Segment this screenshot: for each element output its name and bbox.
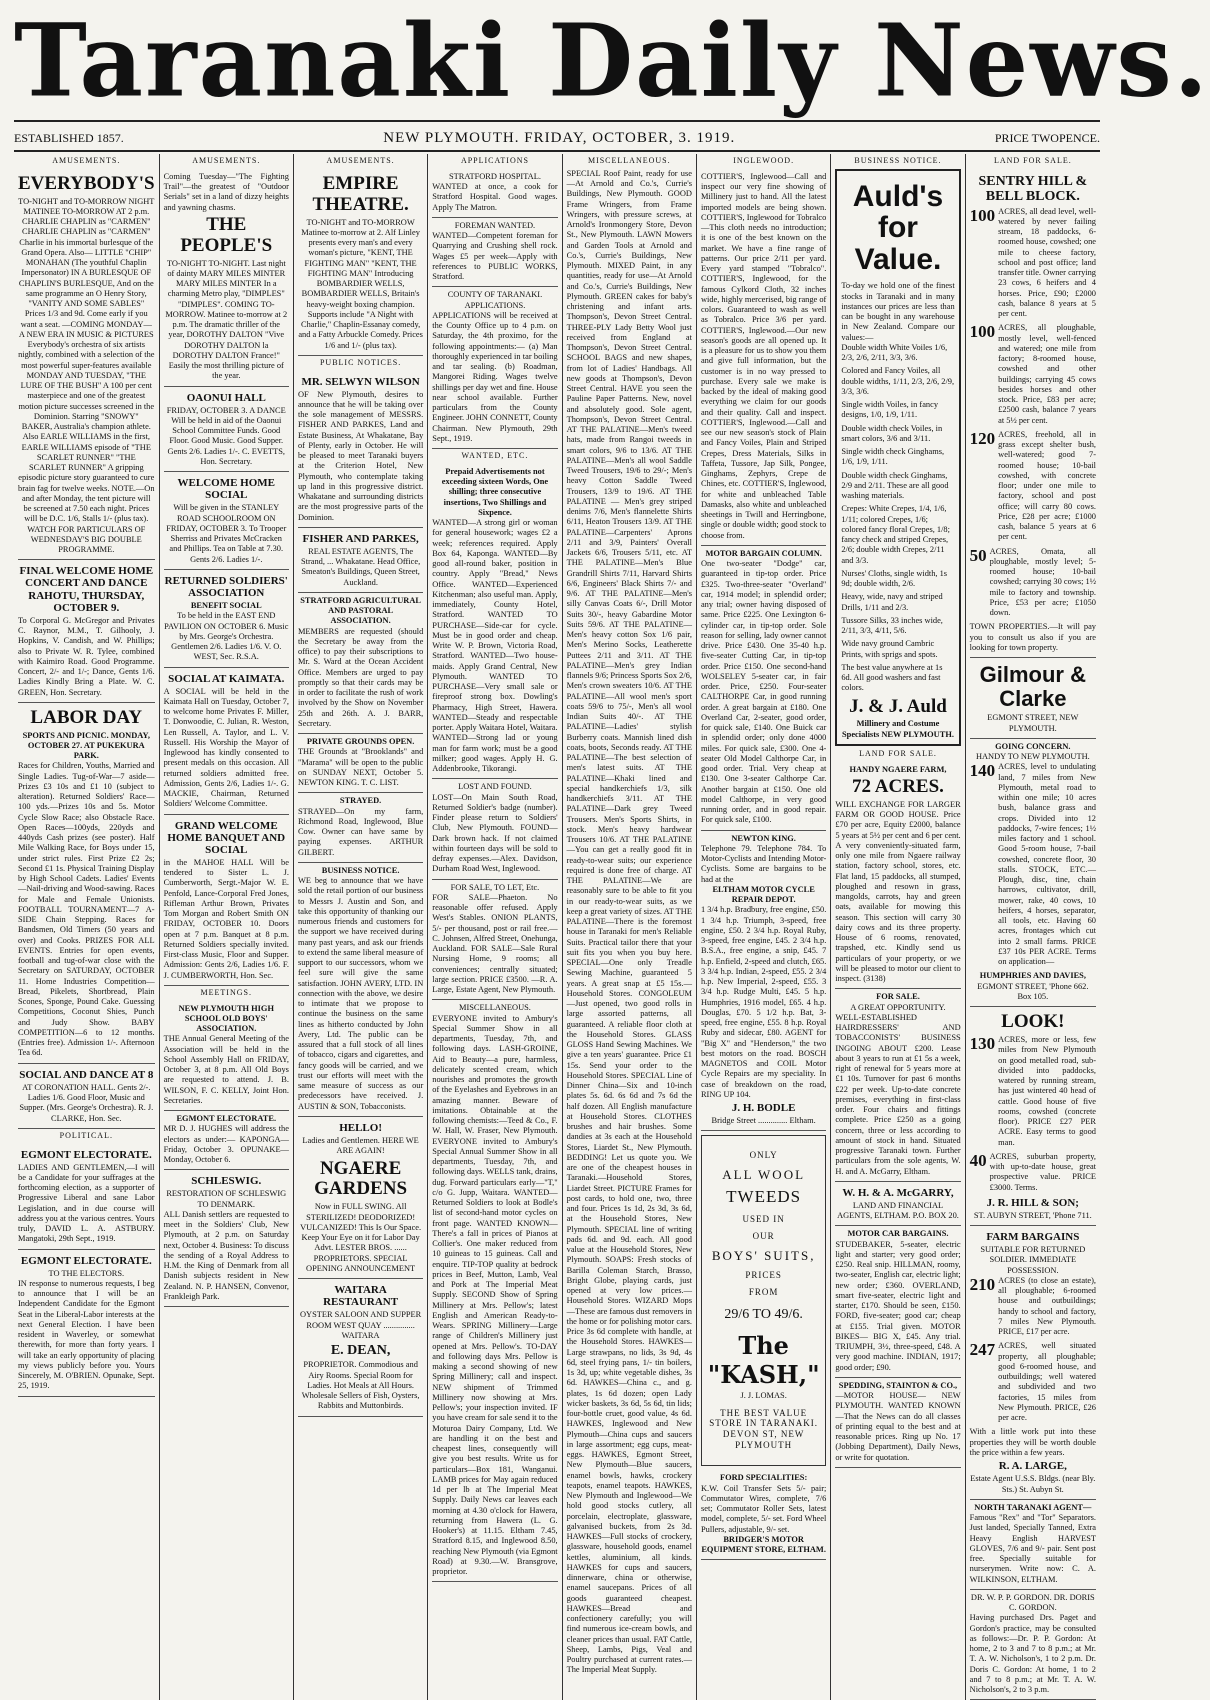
ad-body: ALL Danish settlers are requested to meet in the Soldiers' Club, New Plymouth, at 2 p.m. on Saturday next, October 4. Business: To discuss the sending of a Royal Address to H.M. the King of Denmark from all Danish subjects resident in New Zealand. N. P. HANSEN, Convenor, Frankleigh Park. [163,1209,289,1301]
ad-subtitle: A GREAT OPPORTUNITY. [850,1002,946,1012]
ad-body: Will be given in the STANLEY ROAD SCHOOLROOM ON FRIDAY, OCTOBER 3. To Trooper Sherriss and Privates McCracken and Phillips. Tea on Table at 7.30. Gents 2/6. Ladies 1/-. [166,503,287,564]
ad-body: WANTED—A strong girl or woman for general housework; wages £2 a week; references required. Apply Box 64, Kaponga. WANTED—By good all-round baker, position in country. Apply "Bread," News Office. WANTED—Experienced Kitchenman; also useful man. Apply, immediately, County Hotel, Stratford. WANTED TO PURCHASE—Side-car for cycle. Must be in good order and cheap. Write W. P. Brown, Victoria Road, Stratford. WANTED—Two house-maids. Apply Grand Central, New Plymouth. WANTED TO PURCHASE—Very small sale or fireproof strong box. Dowling's Pharmacy, High Street, Hawera. WANTED—Steady and respectable porter. Apply Waitara Hotel, Waitara. WANTED—Strong lad or young man for farm work; must be a good milker; good wages. Apply H. G. Addenbrooke, Tikorangi. [432,518,558,773]
ad-title: FOR SALE. [876,992,920,1002]
ad-signature: R. A. LARGE, [998,1460,1067,1473]
ad-title: EGMONT ELECTORATE. [20,1254,152,1267]
section-head: INGLEWOOD. [733,156,795,165]
ad-labor-day [18,703,155,1064]
ad-farm-bargains [970,1226,1096,1500]
tweeds-price: 29/6 TO 49/6. [724,1306,803,1322]
established-label: ESTABLISHED 1857. [14,130,124,145]
ad-title: HANDY NGAERE FARM, [849,764,947,774]
ad-wanted [432,464,557,780]
ad-body: TO-NIGHT and TO-MORROW Matinee to-morrow at 2. Alf Linley presents every man's and every woman's picture, "KENT, THE FIGHTING MAN" "KENT, THE FIGHTING MAN" Introducing BOMBARDIER WELLS, BOMBARDIER WELLS, Britain's heavy-weight boxing champion. Supports include "A Night with Charlie," Chaplin-Essanay comedy, and a Fatty Arbuckle Comedy. Prices 1/6 and 1/- (plus tax). [298,217,423,350]
ad-acres: 72 ACRES. [852,775,944,797]
ad-car-bargains [835,1226,960,1378]
ad-address: Estate Agent U.S.S. Bldgs. (near Bly. Sts.) St. Aubyn St. [970,1474,1096,1494]
ad-subtitle: APPLICATIONS. [464,300,526,310]
ad-cottiers: COTTIER'S, Inglewood—Call and inspect our very fine showing of Millinery just to hand. All the latest imported models are being shown. COTTIER'S, Inglewood for Tobralco—This cloth needs no introduction; it is one of the best known on the market. We have a fine range of patterns. Our price 2/11 per yard. Every yard stamped "Tobralco". COTTIER'S, Inglewood, for the famous Cylkord Cloth, 32 inches wide, highly mercerised, big range of colors. Guaranteed to wash as well as Tobralco. Price 3/6 per yard. COTTIER'S, Inglewood.—Our new season's goods are all opened up. It is a pleasure for us to show you them and give full information, but the customer is in no way pressed to purchase. Every sale we make is backed by the ideal of making good everything we claim for our goods and their quality. Call and inspect. COTTIER'S, Inglewood.—Call and see our new season's stock of Plain and Fancy Voiles, Plain and Striped Crepes, Dress Materials, Silks in Taffeta, Tussore, Jap Silk, Pongee, Ginghams, Zephyrs, Crepe de Chines, etc. COTTIER'S, Inglewood, for white and unbleached Table Damasks, also white and unbleached sheetings in Twill and Herringbone, single or double width; good stock to choose from. [701,169,826,546]
ad-hello [298,1117,423,1279]
lot-number: 100 [969,205,996,225]
tweeds-line: FROM [748,1286,779,1297]
ad-title: LOOK! [1001,1011,1065,1033]
ad-body: APPLICATIONS will be received at the County Office up to 4 p.m. on Saturday, the 4th proximo, for the following appointments:— (a) Man thoroughly experienced in tar boiling and tar sealing. (b) Roadman, Mangorei Riding. Wages twelve shillings per day wet and fine. House near school available. Further particulars from the County Engineer. JOHN CONNETT, County Chairman. New Plymouth, 29th Sept., 1919. [432,310,558,443]
ad-waitara-restaurant [298,1279,423,1417]
price-item: Wide navy ground Cambric Prints, with sprigs and spots. [841,639,938,659]
lot-number: 210 [969,1274,996,1294]
lot-number: 140 [969,761,996,781]
ad-spedding [835,1378,960,1468]
ad-tail: PROPRIETOR. Commodious and Airy Rooms. Special Room for Ladies. Hot Meals at All Hours. Wholesale Sellers of Fish, Oysters, Rabbits and Muttonbirds. [301,1360,420,1411]
section-head: BUSINESS NOTICE. [854,156,942,165]
lot [970,323,1096,426]
prepaid-note: Prepaid Advertisements not exceeding sixteen Words, One shilling; three consecutive insertions, Two Shillings and Sixpence. [441,466,549,517]
ad-body: To be held in the EAST END PAVILION ON OCTOBER 6. Music by Mrs. George's Orchestra. Gentlemen 2/6. Ladies 1/6. V. O. WEST, Sec. R.S.A. [164,611,289,662]
price-item: Heavy, wide, navy and striped Drills, 1/11 and 2/3. [841,592,943,612]
price-item: Single width Voiles, in fancy designs, 1/0, 1/9, 1/11. [841,400,939,420]
tweeds-line: OUR [752,1230,775,1241]
ad-body: WE beg to announce that we have sold the retail portion of our business to Messrs J. Austin and Son, and take this opportunity of thanking our numerous friends and customers for the support we have received during many past years, and ask our friends to extend the same liberal measure of support to our successors, whom we feel sure will give the same satisfaction. JOHN AVERY, LTD. IN connection with the above, we desire to intimate that we propose to continue the business on the same lines as hitherto conducted by John Avery, Ltd. The public can be assured that a full stock of all lines of tobacco, cigars and cigarettes, and fancy goods will be carried, and we trust our efforts will meet with the same measure of success as our predecessors have received. J. AUSTIN & SON, Tobacconists. [297,876,424,1111]
section-head: APPLICATIONS [460,156,529,165]
ad-ford [701,1470,826,1560]
ad-title: SPEDDING, STAINTON & CO., [838,1380,958,1390]
ad-title: WAITARA RESTAURANT [323,1284,399,1309]
ad-title: PRIVATE GROUNDS OPEN. [306,737,415,747]
section-head: PUBLIC NOTICES. [319,357,402,367]
ad-body: THE Annual General Meeting of the Association will be held in the School Assembly Hall on FRIDAY, October 3, at 8 p.m. All Old Boys are requested to attend. J. B. WILSON, F. C. KELLY, Joint Hon. Secretaries. [163,1034,289,1105]
lot-text: ACRES, all ploughable, mostly level, well-fenced and watered; one mile from factory; 8-roomed house, cowshed and other buildings; carrying 45 cows besides horses and other stock. Price, £83 per acre; £2500 cash, balance 7 years at 5½ per cent. [998,323,1096,425]
ad-body: AT CORONATION HALL. Gents 2/-. Ladies 1/6. Good Floor, Music and Supper. (Mrs. George's Orchestra). R. J. CLARKE, Hon. Sec. [19,1082,154,1123]
ad-title: SENTRY HILL & BELL BLOCK. [978,173,1088,205]
price-item: Double width check Voiles, in smart colors, 3/6 and 3/11. [841,423,943,443]
tweeds-line: ONLY [749,1150,778,1161]
ad-title: WELCOME HOME SOCIAL [177,477,275,502]
ad-body: WILL EXCHANGE FOR LARGER FARM OR GOOD HOUSE. Price £70 per acre, Equity £2000, balance 5 years at 5½ per cent and 6 per cent. A very conveniently-situated farm, only one mile from Ngaere railway station, factory school, stores, etc. Flat land, 15 paddocks, all stumped, ploughed and resown in grass, mangolds, carrots, hay and green oats, available for mowing this season. This section will carry 30 dairy cows and its three property. House of 6 rooms, renovated, trapshed, etc. Kindly send us particulars of your property, or we will be pleased to motor our client to inspect. (3138) [835,799,961,984]
ad-title: GOING CONCERN. [995,741,1071,751]
ad-body: IN response to numerous requests, I beg to announce that I will be an Independent Candidate for the Egmont Seat in the Liberal-Labor interests at the next General Election. I have been resident in Waverley, or somewhat therewith, for more than forty years. I will take an early opportunity of placing my views publicly before you. Yours Sincerely, M. O'BRIEN. Opunake, Sept. 25, 1919. [18,1278,155,1391]
ad-lost-found [432,779,557,879]
ad-body: OYSTER SALOON AND SUPPER ROOM WEST QUAY ............... WAITARA [299,1310,422,1340]
price-item: Colored and Fancy Voiles, all double widths, 1/11, 2/3, 2/6, 2/9, 3/3, 3/6. [841,366,955,396]
ad-welcome-concert [18,560,155,702]
lot-text: ACRES, well situated property, all ploughable; good 6-roomed house, and outbuildings; well watered and subdivided and two factories, 15 miles from New Plymouth. PRICE, £26 per acre. [998,1341,1096,1423]
ad-note: TOWN PROPERTIES.—It will pay you to consult us also if you are looking for town property. [969,622,1096,652]
ad-body: OF New Plymouth, desires to announce that he will be taking over the sole management of MESSRS. FISHER AND PARKES, Land and Estate Business, At Whakatane, Bay of Plenty, early in October. He will be pleased to meet Taranaki buyers at the Criterion Hotel, New Plymouth, who contemplate taking up land in this progressive district. Whakatane and surrounding districts are the most progressive parts of the Dominion. [297,389,424,522]
ad-subtitle: HANDY TO NEW PLYMOUTH. [975,752,1090,762]
lot-text: ACRES, Omata, all ploughable, mostly level; 5-roomed house; 10-bail cowshed; carrying 30 cows; 1½ mile to factory and township. Price, £53 per acre; £1050 down. [989,546,1096,618]
tweeds-line: ALL WOOL [722,1167,806,1183]
ad-empire [298,169,423,356]
ad-subtitle: SPORTS AND PICNIC. MONDAY, OCTOBER 27. AT PUKEKURA PARK. [22,730,150,761]
ad-schleswig [164,1170,289,1307]
ad-body: in the MAHOE HALL Will be tendered to Sister L. J. Cumberworth, Sergt.-Major W. E. Penfold, Lance-Corporal Fred Jones, Rifleman Arthur Brown, Privates Tom Morgan and Robert Smith ON FRIDAY, OCTOBER 10. Doors open at 7 p.m. Banquet at 8 p.m. Returned Soldiers specially invited. First-class Music, Floor and Supper. Admission: Gents 2/6, Ladies 1/6. F. J. CUMBERWORTH, Hon. Sec. [163,857,289,980]
ad-title: BUSINESS NOTICE. [321,865,400,875]
ad-title: Auld's for Value. [852,179,944,276]
tweeds-line: TWEEDS [726,1187,802,1207]
ad-ngaere-farm [835,762,960,990]
lot-number: 120 [969,428,996,448]
ad-subtitle: TO THE ELECTORS. [48,1268,125,1278]
section-head: WANTED, ETC. [461,451,529,460]
ad-old-boys [164,1001,289,1112]
lot [970,1276,1096,1338]
ad-body: A SOCIAL will be held in the Kaimata Hall on Tuesday, October 7, to welcome home Privates F. Miller, T. Donwoodie, C. Julian, R. Weston, Len Russell, A. Taylor, and L. V. Russell. His Worship the Mayor of Inglewood has kindly consented to present medals on this occasion. All returned soldiers admitted free. Admission, Gents 2/6, Ladies 1/-. G. MACKIE, Chairman, Returned Soldiers' Welcome Committee. [163,686,289,809]
ad-body: THE Grounds at "Brooklands" and "Marama" will be open to the public on SUNDAY NEXT, October 5. NEWTON KING. T. C. LIST. [297,747,424,788]
ad-body: FRIDAY, OCTOBER 3. A DANCE Will be held in aid of the Oaonui School Committee Funds. Good Floor. Good Music. Good Supper. Gents 2/6. Ladies 1/-. C. EVETTS, Hon. Secretary. [166,405,286,466]
ad-private-grounds [298,734,423,793]
ad-body: TO-NIGHT TO-NIGHT. Last night of dainty MARY MILES MINTER MARY MILES MINTER In a charming Metro play, "DIMPLES" "DIMPLES". COMING TO-MORROW. Matinee to-morrow at 2 p.m. The dramatic thriller of the year, DOROTHY DALTON "Vive DOROTHY DALTON la DOROTHY DALTON France!" Easily the most thrilling picture of the year. [165,258,288,381]
ad-title: EMPIRE THEATRE. [312,172,409,215]
ad-everybodys [18,169,155,561]
tweeds-line: BOYS' SUITS, [711,1247,816,1263]
ad-body: WANTED—Competent foreman for Quarrying and Crushing shell rock. Wages £5 per week—Apply with references to PUBLIC WORKS, Stratford. [432,231,558,281]
ad-title: EGMONT ELECTORATE. [20,1148,152,1161]
ad-body: LOST—On Main South Road, Returned Soldier's badge (number). Finder please return to Soldiers' Club, New Plymouth. FOUND—Dark brown hack. If not claimed within fourteen days will be sold to defray expenses.—Alex. Davidson, Durham Road West, Inglewood. [432,792,558,874]
ad-body: Famous "Rex" and "Tor" Separators. Just landed, Specially Tanned, Extra Heavy English HARVEST GLOVES, 7/6 and 9/- pair. Sent post free. Specially suitable for nurserymen. Write now: C. A. WILKINSON, ELTHAM. [969,1513,1096,1584]
lot-text: ACRES, level to undulating land, 7 miles from New Plymouth, metal road to within one mile; 10 acres bush, balance grass and crops. Divided into 12 paddocks, 7-wire fences; 1½ miles factory and 1 school. Good 5-room house, 7-bail cowshed, concrete floor, 30 stalls. STOCK, ETC.—Plough, disc, tine, chain harrows, cultivator, drill, mower, rake, 40 cows, 10 heifers, 4 horses, separator, all tools, etc. Having 60 acres, frontages which cut into 2 small farms. PRICE £37 10s PER ACRE. Terms on application— [998,762,1096,967]
ad-note: With a little work put into these properties they will be worth double the price within a few years. [969,1427,1096,1457]
price-item: Single width check Ginghams, 1/6, 1/9, 1/11. [841,447,945,467]
lot [970,1341,1096,1423]
ad-body: STRAYED—On my farm, Richmond Road, Inglewood, Blue Cow. Owner can have same by paying expenses. ARTHUR GILBERT. [297,806,424,857]
kash-title: The "KASH," [707,1330,820,1389]
ad-subtitle: BENEFIT SOCIAL [190,601,262,610]
column-5 [563,154,697,1700]
ad-title: RETURNED SOLDIERS' ASSOCIATION [164,574,288,599]
ad-hospital [432,169,557,218]
ad-title: FARM BARGAINS [986,1231,1080,1244]
price-item: Double width check Ginghams, 2/9 and 2/11. These are all good washing materials. [841,470,949,500]
ad-body: WANTED at once, a cook for Stratford Hospital. Good wages. Apply The Matron. [432,182,558,212]
ad-body: TO-NIGHT and TO-MORROW NIGHT MATINEE TO-MORROW AT 2 p.m. CHARLIE CHAPLIN as "CARMEN" CHARLIE CHAPLIN as "CARMEN" Charlie in his immortal burlesque of the Grand Opera. Also— LITTLE "CHIP" MONAHAN (The youthful Chaplin Impersonator) IN A BURLESQUE OF CHAPLIN'S BURLESQUE, And on the same programme an O Henry Story, "VANITY AND SOME SABLES" Prices 1/3 and 9d. Come early if you want a seat. —COMING MONDAY— A NEW ERA IN MUSIC & PICTURES Everybody's orchestra of six artists nightly, combined with a selection of the most powerful super-features available MONDAY AND TUESDAY, "THE LURE OF THE BUSH" A 100 per cent masterpiece and one of the greatest motion picture successes screened in the Dominion. Starring "SNOWY" BAKER, Australia's champion athlete. Also EARLE WILLIAMS in the first, EARLE WILLIAMS episode of "THE SCARLET RUNNER" "THE SCARLET RUNNER" A gripping episodic picture story guaranteed to cure brain fag for twelve weeks. NOTE.—On and after Monday, the tent picture will be screened at 7.50 each night. Prices will be D.C. 1/6, Stalls 1/- (plus tax). WATCH FOR PARTICULARS OF WEDNESDAY'S BIG DOUBLE PROGRAMME. [18,196,155,555]
column-1 [14,154,160,1700]
price-label: PRICE TWOPENCE. [994,130,1100,145]
lot [970,1035,1096,1148]
ad-egmont [18,1250,155,1397]
dateline [14,128,1100,148]
ad-title: EGMONT ELECTORATE. [176,1114,277,1124]
ad-county [432,287,557,449]
column-3 [294,154,428,1700]
column-8 [966,154,1100,1700]
ad-title: FISHER AND PARKES, [302,532,419,545]
section-head: AMUSEMENTS. [326,156,395,165]
column-2 [160,154,294,1700]
ad-political [18,1144,155,1250]
lot-number: 40 [969,1150,987,1170]
lot-text: ACRES, freehold, all in grass except shelter bush, well-watered; good 7-roomed house; 10-bail cowshed, with concrete floor; under one mile to factory, school and post office; will carry 80 cows. Price, £28 per acre; £1000 cash, balance 5 years at 6 per cent. [998,429,1096,542]
ad-mcgarry [835,1182,960,1227]
ad-body: K.W. Coil Transfer Sets 5/- pair; Commutator Wires, complete, 7/6 set; Commutator Roller Sets, latest model, complete, 5/- set. Ford Wheel Pullers, adjustable, 9/- set. [700,1483,827,1534]
lot [970,430,1096,543]
ad-social [18,1064,155,1129]
ad-title: NEW PLYMOUTH HIGH SCHOOL OLD BOYS' ASSOCIATION. [178,1003,274,1034]
section-head: AMUSEMENTS. [52,156,121,165]
ad-peoples [164,169,289,387]
tweeds-line: USED IN [742,1213,785,1224]
section-head: AMUSEMENTS. [192,156,261,165]
kash-name: J. J. LOMAS. [740,1391,787,1401]
ad-hairdresser [835,989,960,1182]
ad-motor-bargain [701,546,826,831]
lot-list [970,207,1096,619]
ad-body: One two-seater "Dodge" car, guaranteed in tip-top order. Price £325. Two-three-seater "Overland" car, 1914 model; in splendid order; any trial; owner having disposed of same. Price £225. One Lexington 6-cylinder car, in tip-top order. Sole reason for selling, lady owner cannot drive. Price £430. One 35-40 h.p. five-seater Cutting Car, in tip-top order. Price £150. One second-hand WOLSELEY 5-seater car, in fair order. Price, £250. Four-seater CALTHORPE Car, in good running order. A great bargain at £180. One Overland Car, 2-seater, good order, for quick sale, £140. One Buick car in splendid order; only done 4000 miles. For quick sale, £300. One 4-seater Old Model Calthorpe Car, in good order. Trial. Very cheap at £130. One 3-seater Calthorpe Car. Another bargain at £150. One old model Calthorpe, in very good running order, and in good repair. For quick sale, £100. [700,559,827,825]
section-head: MEETINGS. [200,987,252,997]
ad-name: NGAERE GARDENS [314,1157,408,1200]
ad-address: EGMONT STREET, 'Phone 662. Box 105. [977,981,1089,1001]
ad-welcome-social [164,472,289,570]
ad-title: ELTHAM MOTOR CYCLE REPAIR DEPOT. [712,884,815,904]
ad-address: ST. AUBYN STREET, 'Phone 711. [973,1210,1092,1220]
section-head: POLITICAL. [59,1130,113,1140]
section-head: MISCELLANEOUS. [587,156,671,165]
lot-text: ACRES, suburban property, with up-to-date house, great prospective value. PRICE £3000. Terms. [989,1151,1096,1192]
ad-foreman [432,218,557,288]
ad-body: MEMBERS are requested (should the Secretary be away from the office) to pay their subscriptions to Mr. S. Ward at the Ocean Accident Office. Members are urged to pay promptly so that their cards may be in order to facilitate the rush of work involved by the Show on November 25th and 26th. A. J. BARR, Secretary. [297,626,424,728]
ad-tweeds [701,1135,826,1466]
ad-body: SPECIAL Roof Paint, ready for use—At Arnold and Co.'s, Currie's Buildings, New Plymouth. GOOD Frame Wringers, from Frame Wringers, with pressure screws, at Arnold's Ironmongery Store, Devon St., New Plymouth. LAWN Mowers and Garden Tools at Arnold and Co.'s, Currie's Buildings, New Plymouth. MIXED Paint, in any quantities, ready for use—At Arnold and Co.'s, Currie's Buildings, New Plymouth. GREEN cakes for baby's christening and infant arts. Thompson's, Devon Street Central. THREE-PLY Lady Betty Wool just received from England at Thompson's, Devon Street Central. SCHOOL BAGS and new shapes, from lot of Ladies' Handbags. All new goods at Thompson's, Devon Street Central. HAVE you seen the Pauline Paper Patterns. New, novel and absolutely good. Sole agent, Thompson's, Devon Street Central. AT THE PALATINE—Men's tweed hats, made from Rangoi tweeds in smart colors, 9/6 to 13/6. AT THE PALATINE—Men's all wool Saddle Tweed Trousers, 19/6 to 29/-; Men's heavy Cotton Saddle Tweed Trousers, 13/9 to 19/6. AT THE PALATINE — Men's grey striped denims 7/6, Men's flannelette Shirts 6/11, Heaton Trousers 13/9. AT THE PALATINE—Carpenters' Aprons 2/11 and 3/9, Painters' Overall Jackets 6/6, Trousers 5/11, etc. AT THE PALATINE—Men's Blue Grandrill Shirts 7/11, Harvard Shirts 6/6, Engineers' Black Shirts 7/- and 9/6. AT THE PALATINE—Men's silly Canvas Coats 6/-, Drill Motor Suits 30/-, heavy Gabardine Motor Suits 59/6. AT THE PALATINE—Men's heavy cotton Sox 1/6 pair, Men's Merino Socks, Leatherette Puttees 2/11 and 3/11. AT THE PALATINE—Men's grey Indian flannels 9/6; Princess Sports Sox 2/6, Men's crown sweaters 10/6. AT THE PALATINE—All wool men's sport coats 59/6 to 75/-, Men's all wool Indian Suits 40/-. AT THE PALATINE—Ladies' stylish Burberry coats. Mannish lined dish coats, boots, Seconds ready. AT THE PALATINE—The best selection of men's latest suits. AT THE PALATINE—Khaki lined and special handkerchiefs 1/3, silk handkerchiefs 3/11. AT THE PALATINE—Dark grey Tweed Trousers. Men's Sports Shirts, in stock. Men's heavy hardwear Trousers 10/6. AT THE PALATINE—You can get a really good fit in ready-to-wear suits; our experience required is done free of charge. AT THE PALATINE—We are reasonably sure to be able to fit you in our ready-to-wear suits, as we keep a great variety of sizes. AT THE PALATINE—There is the foremost house in Taranaki for men's Reliable Suits. Practical tailor there that your suit fits you when you buy here. SPECIAL—One only Treadle Sewing Machine, guaranteed 5 years. A great snap at £5 15s.—Household Stores. CONGOLEUM—Just opened, two good rolls in large assorted patterns, all guaranteed. A reliable floor cloth at the Household Stores. GLASS GLOSS Hand Sewing Machines. We give a ten years' guarantee. Price £1 15s. Send your order to the Household Stores. SPECIAL Line of Dinner China—Six and 10-inch plates 5s. 6d. 6s 6d and 7s 6d the half dozen. All English manufacture at Household Stores. CLOTHES brushes and hair brushes. Some dandies at 3s each at the Household Stores, Liardet St., New Plymouth. BEDDING! Let us quote you. We are one of the cheapest houses in Taranaki.—Household Stores, Liardet Street. PICTURE Frames for post cards, to hold one, two, three and four. Prices 1s 1d, 2s 3d, 3s 6d, at the Household Stores, New Plymouth. SPECIAL line of writing pads 6d. and 9d. each. All good value at the Household Stores, New Plymouth. SOAPS: Fresh stocks of Barilla Coleman Starch, Brasso, Bright Globe, playing cards, just opened at very low prices.—Household Stores. WIZARD Mops—These are famous dust removers in the home or for polishing motor cars. Price 3s 6d complete with handle, at the Household Stores. HAWKES—Large strawpans, no lids, 3s 9d, 4s 6d, steel frying pans, 1/- tin boilers, 1s 3d, up; white vegetable dishes, 3s 6d. HAWKES—China c., and g. plates, 1s 6d dozen; open Lady wicker baskets, 3s 6d, 5s 6d, tin lids; four-bottle cruet, good value, 4s 6d. HAWKES, Inglewood and New Plymouth—China cups and saucers in large assortment; egg cups, meat-eggs. HAWKES, Egmont Street, New Plymouth—Blue saucers, enamel bowls, hawks, crockery teapots, enamel teapots. HAWKES, New Plymouth and Inglewood—We hold good stocks cutlery, all porcelain, electroplate, glassware, galvanised buckets, from 2s 3d. HAWKES—Full stocks of crockery, glassware, household goods, enamel kettles, aluminium, all kinds. HAWKES for cups and saucers, dinnerware, china or otherwise, enamel saucepans. Prices of all goods guaranteed cheapest. HAWKES—Bread and confectionery carefully; you will find numerous ice-cream bowls, and cleaner prices than usual. FAT Cattle, Sheep, Lambs, Pigs, Veal and Poultry purchased at current rates.—The Imperial Meat Supply. [566,168,692,1675]
dateline-rule [14,150,1100,152]
newspaper-columns [14,154,1100,1695]
ad-title: SOCIAL AND DANCE AT 8 [19,1068,154,1081]
ad-name: E. DEAN, [330,1343,391,1359]
tweeds-line: PRICES [745,1269,782,1280]
ad-title: SOCIAL AT KAIMATA. [168,672,285,685]
ad-selwyn-wilson [298,371,423,528]
ad-rsa [164,570,289,668]
ad-signature: HUMPHRIES AND DAVIES, [979,971,1086,981]
ad-body: EVERYONE invited to Ambury's Special Summer Show in all departments, Tuesday, 7th, and following days. LASH-GROINE, Aid to Beauty—a pure, harmless, delicately scented cream, which nourishes and promotes the growth of the Eyelashes and Eyebrows in an amazing manner. Beware of imitations. Obtainable at the following chemists:—Teed & Co., F. W. Hall, W. Fraser, New Plymouth. EVERYONE invited to Ambury's Special Annual Summer Show in all departments, Tuesday, 7th, and following days. WELLS tank, drains, dug. Forward particulars early—"T," c/o G. Jupp, Waitara. WANTED—Returned Soldiers to look at Bodle's list of second-hand motor cycles on front page. WANTED KNOWN—There's a fall in prices of Pianos at Collier's. One maker reduced from 10 guineas to 15 guineas. Call and enquire. TIP-TOP quality at bedrock prices in Beef, Mutton, Lamb, Veal and Pork at The Imperial Meat Supply. SECOND Show of Spring Millinery at Mrs. Pellow's; latest English and American Ready-to-Wears. SPRING Millinery—Large range of Children's Millinery just opened at Mrs. Pellow's. TO-DAY and following days Mrs. Pellow is making a second showing of new Spring Millinery; call and inspect. NEW shipment of Trimmed Millinery now showing at Mrs. Pellow's; your inspection invited. IF you have cream for sale send it to the Moturoa Dairy Company, Ltd. We are handling it on the best and cheapest lines, consequently will give you best results. Write us for particulars—Box 181, Wanganui. LAMB prices for May again reduced 1d per lb at The Imperial Meat Supply. Daily News car leaves each morning at 4.30 o'clock for Hawera, returning from Hawera (L. G. Hooker's) at 11.15. Eltham 7.45, Stratford 8.15, and Inglewood 8.50, reaching New Plymouth (via Egmont Road) at 9.30.—W. Bransgrove, proprietor. [432,1013,558,1576]
ad-body: To Corporal G. McGregor and Privates C. Raynor, M.M., T. Gilhooly, J. Hopkins, V. Candish, and W. Phillips; also to Private W. R. Tylee, combined with Kaimiro Road. Good Programme. Concert, 2/- and 1/-; Dance, Gents 1/6. Ladies Kindly Bring a Plate. W. C. GREEN, Hon. Secretary. [18,615,155,697]
place-date: NEW PLYMOUTH. FRIDAY, OCTOBER, 3. 1919. [383,129,736,146]
ad-signature: J. R. HILL & SON; [986,1196,1079,1209]
ad-body: Races for Children, Youths, Married and Single Ladies. Tug-of-War—7 aside—Prizes £3 10s and £1 10 (subject to alteration). Returned Soldiers' Race—100 yds.—Prizes 10s and 5s. Motor Cycle Slow Race; also Obstacle Race. Open Races—100yds, 220yds and 440yds Cash prizes (see poster). Half Mile Walking Race, for Boys under 15, under strict rules. First Prize £2 2s; Second £1 1s. Physical Training Display by High School Cadets. Ladies' Events—Nail-driving and Wood-sawing. Races for Male and Female Unionists. FOOTBALL TOURNAMENT—7 A-SIDE Chain Stepping. Races for Bandsmen, Old Timers (50 years and over) and Cooks. PRIZES FOR ALL EVENTS. Entries for open events, football and tug-of-war close with the Secretary on SATURDAY, OCTOBER 11. Home Industries Competition—Bread, Pikelets, Shortbread, Plain Scones, Sponge, Pound Cake. Guessing Competitions, Coconut Shies, Punch and Judy Show. BABY COMPETITION—6 to 12 months. (Entries free). Admission 1/-. Afternoon Tea 6d. [18,761,155,1058]
ad-title: FINAL WELCOME HOME CONCERT AND DANCE RAHOTU, THURSDAY, OCTOBER 9. [19,565,154,614]
ad-title: STRATFORD HOSPITAL. [448,171,541,181]
price-item: Nurses' Cloths, single width, 1s 9d; double width, 2/6. [841,568,948,588]
ad-body: STUDEBAKER, 5-seater, electric light and starter; very good order; £250. Real snip. HILLMAN, roomy, two-seater, English car, electric light; new order; £360. OVERLAND, smart five-seater, electric light and starter, £170. Should be seen, £150. FORD, five-seater; good car; cheap at £155. Trial given. MOTOR BIKES— BIG X, £45. Any trial. TRIUMPH, 3½, three-speed, £48. A very good machine. INDIAN, 1917; good order; £90. [835,1239,961,1372]
ad-title: GRAND WELCOME HOME BANQUET AND SOCIAL [167,819,286,856]
column-6 [697,154,831,1700]
ad-body: EGMONT STREET, NEW PLYMOUTH. [987,713,1079,733]
lot [970,207,1096,320]
kash-body: THE BEST VALUE STORE IN TARANAKI. DEVON ST, NEW PLYMOUTH [709,1407,818,1451]
ad-body: Ladies and Gentlemen. HERE WE ARE AGAIN! [302,1136,419,1156]
ad-body: WELL-ESTABLISHED HAIRDRESSERS' AND TOBACCONISTS' BUSINESS INGOING ABOUT £200. Lease about 3 years to run at £1 5s a week, right of renewal for 5 years more at £1 10s. Turnover for past 6 months £22 per week. Up-to-date concrete premises, everything in first-class order. Four chairs and fittings complete. Price £250 as a going concern, three or less according to amount of stock in hand. Situated progressive Taranaki town. Further particulars from the sole agents, W. H. and A. McGarry, Eltham. [835,1012,961,1176]
ad-subtitle: Millinery and Costume Specialists NEW PLYMOUTH. [842,719,954,739]
ad-subtitle: SUITABLE FOR RETURNED SOLDIER. IMMEDIATE POSSESSION. [980,1245,1086,1275]
ad-for-sale [432,880,557,1001]
ad-maroe [164,815,289,986]
lot [970,1152,1096,1193]
ad-title: NEWTON KING. [731,833,796,843]
ad-intro: To-day we hold one of the finest stocks in Taranaki and in many instances our prices are less than can be bought in any warehouse in New Zealand. Compare our values:— [841,281,955,342]
ad-signature: J. & J. Auld [849,695,947,717]
lot [970,762,1096,967]
ad-tail: Now in FULL SWING. All STERILIZED! DEODORIZED! VULCANIZED! This Is Our Space. Keep Your Eye on it for Labor Day Advt. LESTER BROS. ...... PROPRIETORS. SPECIAL OPENING ANNOUNCEMENT [300,1202,422,1273]
section-head: LAND FOR SALE. [993,156,1072,165]
ad-title: FORD SPECIALITIES: [720,1473,808,1483]
column-4 [428,154,562,1700]
lot [970,547,1096,619]
ad-title: MISCELLANEOUS. [459,1003,531,1013]
ad-intro: Coming Tuesday—"The Fighting Trail"—the greatest of "Outdoor Serials" set in a land of dizzy heights and yawning chasms. [163,171,289,212]
ad-gilmour [970,658,1096,739]
ad-strayed [298,793,423,863]
price-item: Double width White Voiles 1/6, 2/3, 2/6, 2/11, 3/3, 3/6. [841,342,948,362]
masthead-title: Taranaki Daily News. [14,2,1210,121]
ad-wilkinson [970,1500,1096,1590]
ad-body: Having purchased Drs. Paget and Gordon's practice, may be consulted as follows:—Dr. P. P. Gordon: At home, 2 to 3 and 7 to 8 p.m.; at Mr. T. A. W. Nicholson's, 1 to 2 p.m. Dr. Doris C. Gordon: At home, 1 to 2 and 7 to 8 p.m.; at Mr. T. A. W. Nicholson's, 2 to 3 p.m. [969,1613,1096,1695]
ad-body: Telephone 79. Telephone 784. To Motor-Cyclists and Intending Motor-Cyclists. Some are bargains to be had at the [700,843,827,884]
ad-misc [432,1000,557,1582]
lot-text: ACRES (to close an estate), all ploughable; 6-roomed house and outbuildings; handy to school and factory, 7 miles New Plymouth. PRICE, £17 per acre. [998,1275,1096,1337]
ad-signature: BRIDGER'S MOTOR EQUIPMENT STORE, ELTHAM. [701,1534,826,1555]
ad-subtitle: RESTORATION OF SCHLESWIG TO DENMARK. [166,1189,287,1209]
ad-body: FOR SALE—Phaeton. No reasonable offer refused. Apply West's Stables. ONION PLANTS, 5/- per thousand, post or rail free.—C. Johnsen, Alfred Street, Onehunga, Auckland. FOR SALE—Sale Rural Nursing Home, 9 rooms; all conveniences; centrally situated; large section. PRICE £3500. —R. A. Large, Estate Agent, New Plymouth. [432,892,558,994]
ad-title: MOTOR CAR BARGAINS. [847,1229,949,1239]
ad-title: SCHLESWIG. [191,1175,262,1188]
lot-number: 130 [969,1034,996,1054]
lot-list [970,1276,1096,1424]
lot-text: ACRES, all dead level, well-watered by never failing stream, 18 paddocks, 6-roomed house, cowshed; one mile to cheese factory, school and post office; land transfer title. Owner carrying 23 cows, 6 heifers and 4 horses. Price, £90; £2000 cash, balance 8 years at 5 per cent. [998,206,1096,319]
ad-egmont-hughes [164,1111,289,1170]
price-item: Tussore Silks, 33 inches wide, 2/11, 3/3, 4/11, 5/6. [841,615,943,635]
ad-fisher-parkes [298,528,423,593]
ad-title: THE PEOPLE'S [180,213,273,256]
ad-title: FOR SALE, TO LET, Etc. [450,882,540,892]
ad-title: HELLO! [339,1121,382,1134]
ad-body: LADIES AND GENTLEMEN,—I will be a Candidate for your suffrages at the forthcoming election, as a supporter of Progressive Liberal and sane Labor Legislation, and in due course will address you at the various centres. Yours truly, DAVID L. A. ASTBURY. Mangatoki, 29th Sept., 1919. [18,1162,155,1244]
ad-body: 1 3/4 h.p. Bradbury, free engine, £50. 1 3/4 h.p. Triumph, 3-speed, free engine, £50. 2 3/4 h.p. Royal Ruby, 3-speed, free engine, £45. 2 3/4 h.p. B.S.A., free engine, a snip, £45. 7 h.p. Enfield, 2-speed and clutch, £65. 3 3/4 h.p. Indian, 2-speed, £55. 2 3/4 h.p. New Imperial, 2-speed, £55. 3 3/4 h.p. Rudge Multi, £45. 5 h.p. Humphries, 1916 model, £65. 4 h.p. Douglas, £70. 5 1/2 h.p. Bat, 3-speed, free engine, £55. 8 h.p. Royal Ruby and sidecar, £80. AGENT for "Big X" and "Henderson," the two best motors on the road. BOSCH MAGNETOS and COIL Motor Cycle Repairs are my speciality. In case of breakdown on the road, RING UP 104. [700,905,827,1099]
price-item: The best value anywhere at 1s 6d. All good washers and fast colors. [841,662,943,693]
lot-text: ACRES, more or less, few miles from New Plymouth on good metalled road, sub-divided into paddocks, watered by running stream, has just wintered 40 head of cattle. Good house of five rooms, cowshed (concrete floor). PRICE £27 PER ACRE. Easy terms to good man. [998,1035,1096,1147]
ad-title: LOST AND FOUND. [458,782,532,792]
ad-sentry-hill [970,169,1096,658]
ad-business-notice [298,863,423,1117]
ad-gordon [970,1590,1096,1700]
ad-body: LAND AND FINANCIAL AGENTS, ELTHAM. P.O. BOX 20. [837,1200,959,1221]
lot-number: 247 [969,1340,996,1360]
ad-body: —MOTOR HOUSE— NEW PLYMOUTH. WANTED KNOWN—That the News can do all classes of printing equal to the best and at reasonable prices. Ring up No. 17 (Jobbing Department), Daily News, or write for quotation. [835,1391,961,1462]
ad-kaimata [164,668,289,815]
ad-title: FOREMAN WANTED. [454,220,536,230]
ad-title: STRATFORD AGRICULTURAL AND PASTORAL ASSOCIATION. [300,595,421,626]
column-7 [831,154,965,1700]
ad-address: Bridge Street .............. Eltham. [711,1116,816,1126]
ad-stratford-ap [298,593,423,734]
ad-title: Gilmour & Clarke [979,662,1086,712]
ad-title: NORTH TARANAKI AGENT— [974,1502,1092,1512]
ad-body: MR D. J. HUGHES will address the electors as under:— KAPONGA—Friday, October 3. OPUNAKE—Monday, October 6. [163,1124,289,1165]
ad-title: W. H. & A. McGARRY, [842,1186,954,1199]
lot-number: 100 [969,322,996,342]
masthead-rule [14,120,1100,122]
ad-title: STRAYED. [339,796,382,806]
ad-title: COUNTY OF TARANAKI. [447,290,543,300]
ad-title: LABOR DAY [30,706,143,728]
ad-title: DR. W. P. P. GORDON. DR. DORIS C. GORDON. [970,1592,1095,1613]
ad-look [970,1007,1096,1226]
ad-body: REAL ESTATE AGENTS, The Strand, ... Whakatane. Head Office, Smeaton's Buildings, Queen Street, Auckland. [300,546,421,587]
ad-eltham-repair [701,831,826,1132]
price-list [841,343,954,694]
ad-signature: J. H. BODLE [731,1102,796,1114]
ad-title: EVERYBODY'S [18,172,155,194]
ad-title: OAONUI HALL [186,391,266,404]
lot-list [970,1035,1096,1193]
lot-number: 50 [969,545,987,565]
ad-going-concern [970,739,1096,1007]
ad-title: MR. SELWYN WILSON [301,375,420,388]
ad-title: MOTOR BARGAIN COLUMN. [705,548,822,558]
ad-auld [835,169,960,746]
ad-oaonui [164,387,289,473]
section-head: LAND FOR SALE. [859,748,937,758]
price-item: Crepes: White Crepes, 1/4, 1/6, 1/11; colored Crepes, 1/6; colored fancy floral Crepes, 1/8; fancy check and striped Crepes, 2/6; double width Crepes, 2/11 and 3/3. [841,504,950,565]
